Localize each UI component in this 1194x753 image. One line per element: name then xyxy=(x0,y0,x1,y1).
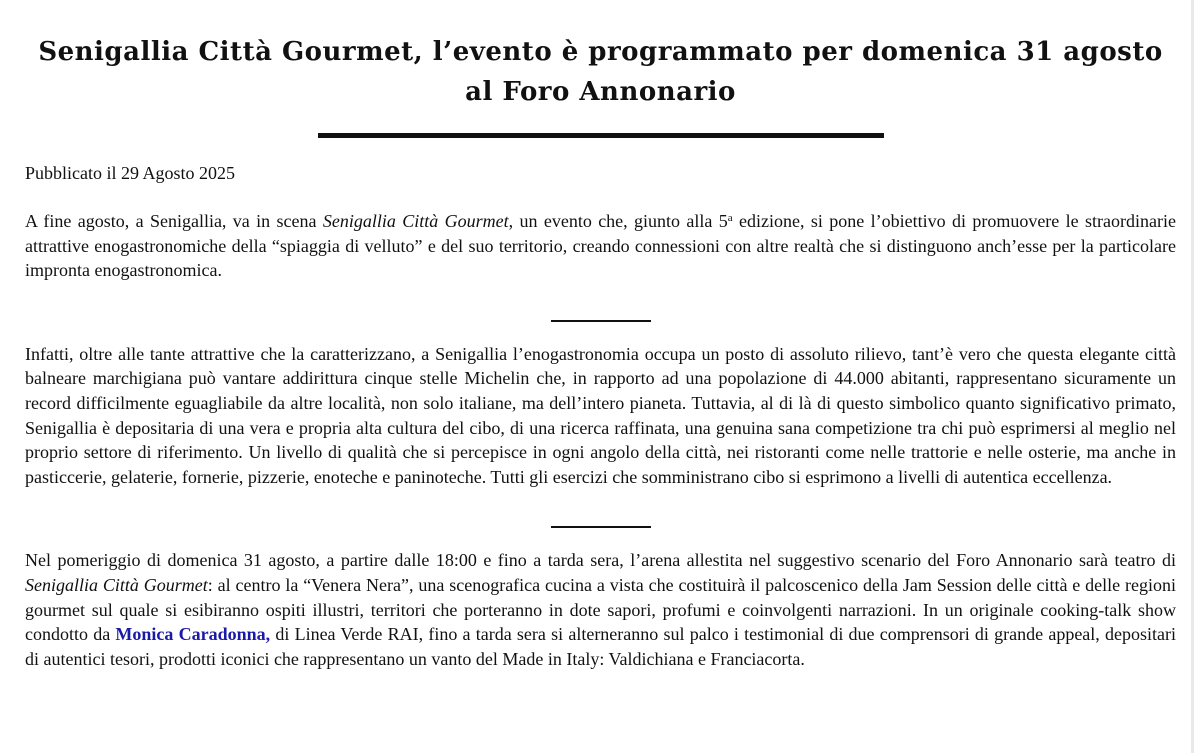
paragraph-intro-text-a: A fine agosto, a Senigallia, va in scena xyxy=(25,211,323,231)
section-divider xyxy=(551,526,651,528)
event-name: Senigallia Città Gourmet xyxy=(25,574,208,595)
event-name: Senigallia Città Gourmet xyxy=(322,211,509,231)
paragraph-intro xyxy=(25,209,1176,283)
paragraph-event-text-b: : al centro la “Venera Nera”, una scenografica cucina a vista che costituirà il palcoscenico della Jam Session delle città e delle regioni gourmet sul quale si esibiranno ospiti illustri, territori che porteranno in dote sapori, profumi e coinvolgenti narrazioni. In un originale cooking-talk show condotto da xyxy=(25,574,1177,645)
paragraph-intro-text-c: edizione, si pone l’obiettivo di promuovere le straordinarie attrattive enogastronomiche della “spiaggia di velluto” e del suo territorio, creando connessioni con altre realtà che si distinguono anch’esse per la particolare impronta enogastronomica. xyxy=(25,211,1176,281)
paragraph-event-text-c: di Linea Verde RAI, fino a tarda sera si alterneranno sul palco i testimonial di due comprensori di grande appeal, depositari di autentici tesori, prodotti iconici che rappresentano un vanto del Made in Italy: Valdichiana e Franciacorta. xyxy=(25,624,1176,669)
paragraph-intro-text-b: , un evento che, giunto alla 5 xyxy=(508,211,728,231)
paragraph-event-details xyxy=(25,548,1176,671)
host-name-link[interactable]: Monica Caradonna, xyxy=(115,624,271,645)
article-title: Senigallia Città Gourmet, l’evento è programmato per domenica 31 agosto al Foro Annonario xyxy=(38,37,1163,107)
paragraph-senigallia: Infatti, oltre alle tante attrattive che la caratterizzano, a Senigallia l’enogastronomia occupa un posto di assoluto rilievo, tant’è vero che questa elegante città balneare marchigiana può vantare addirittura cinque stelle Michelin che, in rapporto ad una popolazione di 44.000 abitanti, rappresentano sicuramente un record difficilmente eguagliabile da altre località, non solo italiane, ma dell’intero pianeta. Tuttavia, al di là di questo simbolico quanto significativo primato, Senigallia è depositaria di una vera e propria alta cultura del cibo, di una ricerca raffinata, una genuina sana competizione tra chi può esprimersi al meglio nel proprio settore di riferimento. Un livello di qualità che si percepisce in ogni angolo della città, nei ristoranti come nelle trattorie e nelle osterie, ma anche in pasticcerie, gelaterie, fornerie, pizzerie, enoteche e paninoteche. Tutti gli esercizi che somministrano cibo si esprimono a livelli di autentica eccellenza. xyxy=(25,343,1176,487)
article xyxy=(25,0,1176,671)
section-divider xyxy=(551,320,651,322)
paragraph-event-text-a: Nel pomeriggio di domenica 31 agosto, a partire dalle 18:00 e fino a tarda sera, l’arena allestita nel suggestivo scenario del Foro Annonario sarà teatro di xyxy=(25,550,1176,571)
publish-date: Pubblicato il 29 Agosto 2025 xyxy=(25,163,236,183)
edition-ordinal: a xyxy=(727,212,733,224)
title-divider xyxy=(318,133,884,138)
